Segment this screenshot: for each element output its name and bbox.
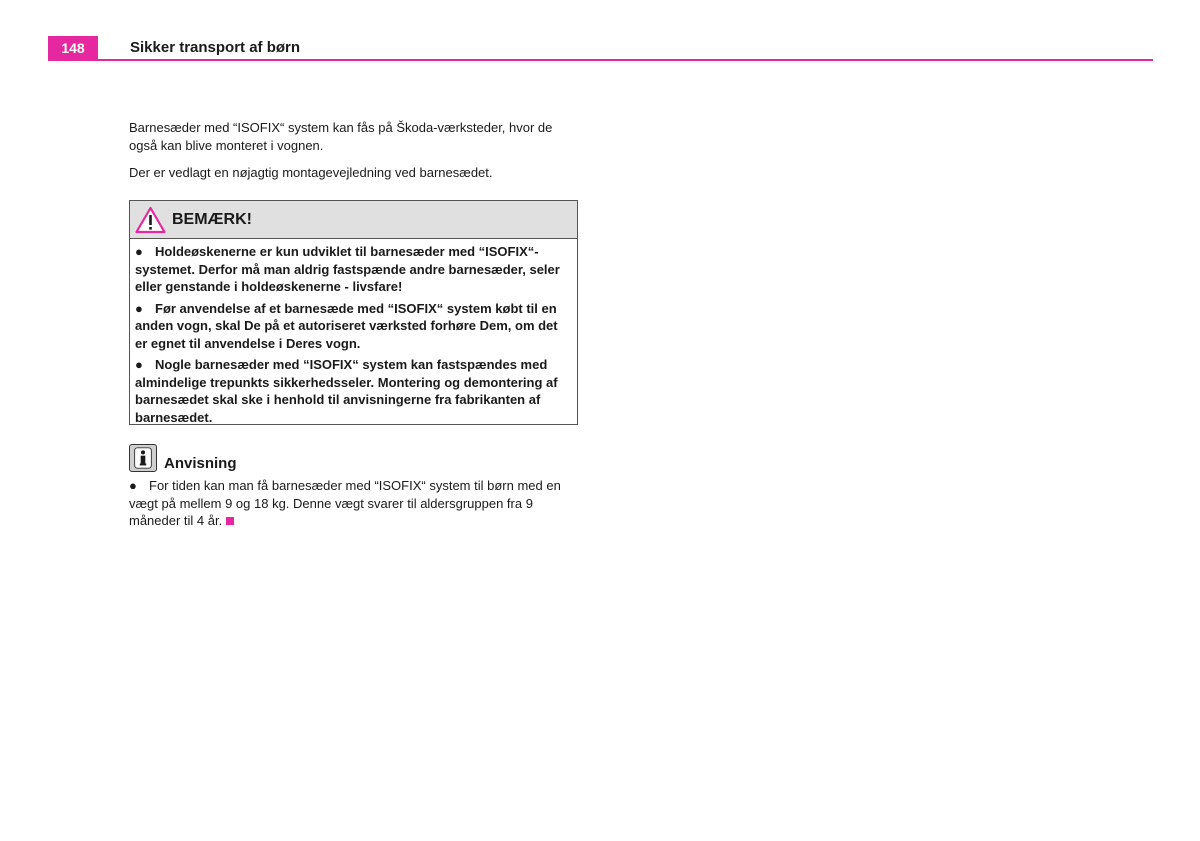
- warning-title: BEMÆRK!: [172, 211, 252, 228]
- paragraph-instructions-included: Der er vedlagt en nøjagtig montagevejledning ved barnesædet.: [129, 165, 493, 180]
- section-title: Sikker transport af børn: [130, 39, 301, 56]
- end-mark-icon: [226, 517, 234, 525]
- list-item: [135, 356, 573, 426]
- bullet-icon: ●: [135, 300, 143, 316]
- info-icon: [129, 444, 157, 472]
- warning-item-text: Nogle barnesæder med “ISOFIX“ system kan fastspændes med almindelige trepunkts sikkerhedsseler. Montering og demontering af barnesædet skal ske i henhold til anvisningerne fra fabrikanten af barnesædet.: [135, 357, 558, 425]
- note-title: Anvisning: [164, 455, 237, 472]
- list-item: [135, 300, 573, 353]
- warning-header: [130, 201, 577, 239]
- warning-item-text: Holdeøskenerne er kun udviklet til barnesæder med “ISOFIX“-systemet. Derfor må man aldrig fastspænde andre barnesæder, seler eller genstande i holdeøskenerne - livsfare!: [135, 244, 560, 294]
- bullet-icon: ●: [135, 357, 143, 372]
- note-body: For tiden kan man få barnesæder med “ISOFIX“ system til børn med en vægt på mellem 9 og 18 kg. Denne vægt svarer til aldersgruppen fra 9 måneder til 4 år.: [129, 478, 561, 528]
- page-number: 148: [48, 36, 98, 61]
- bullet-icon: ●: [135, 244, 143, 259]
- header-rule: [48, 59, 1153, 61]
- warning-box: [129, 200, 578, 425]
- warning-item-text: Før anvendelse af et barnesæde med “ISOFIX“ system købt til en anden vogn, skal De på et autoriseret værksted forhøre Dem, om det er egnet til anvendelse i Deres vogn.: [135, 300, 558, 351]
- list-item: [135, 243, 573, 296]
- paragraph-isofix-availability: Barnesæder med “ISOFIX“ system kan fås på Škoda-værksteder, hvor de også kan blive monteret i vognen.: [129, 120, 553, 153]
- warning-list: [130, 243, 577, 426]
- warning-triangle-icon: [135, 206, 166, 234]
- note-text: [129, 477, 581, 530]
- bullet-icon: ●: [129, 478, 137, 493]
